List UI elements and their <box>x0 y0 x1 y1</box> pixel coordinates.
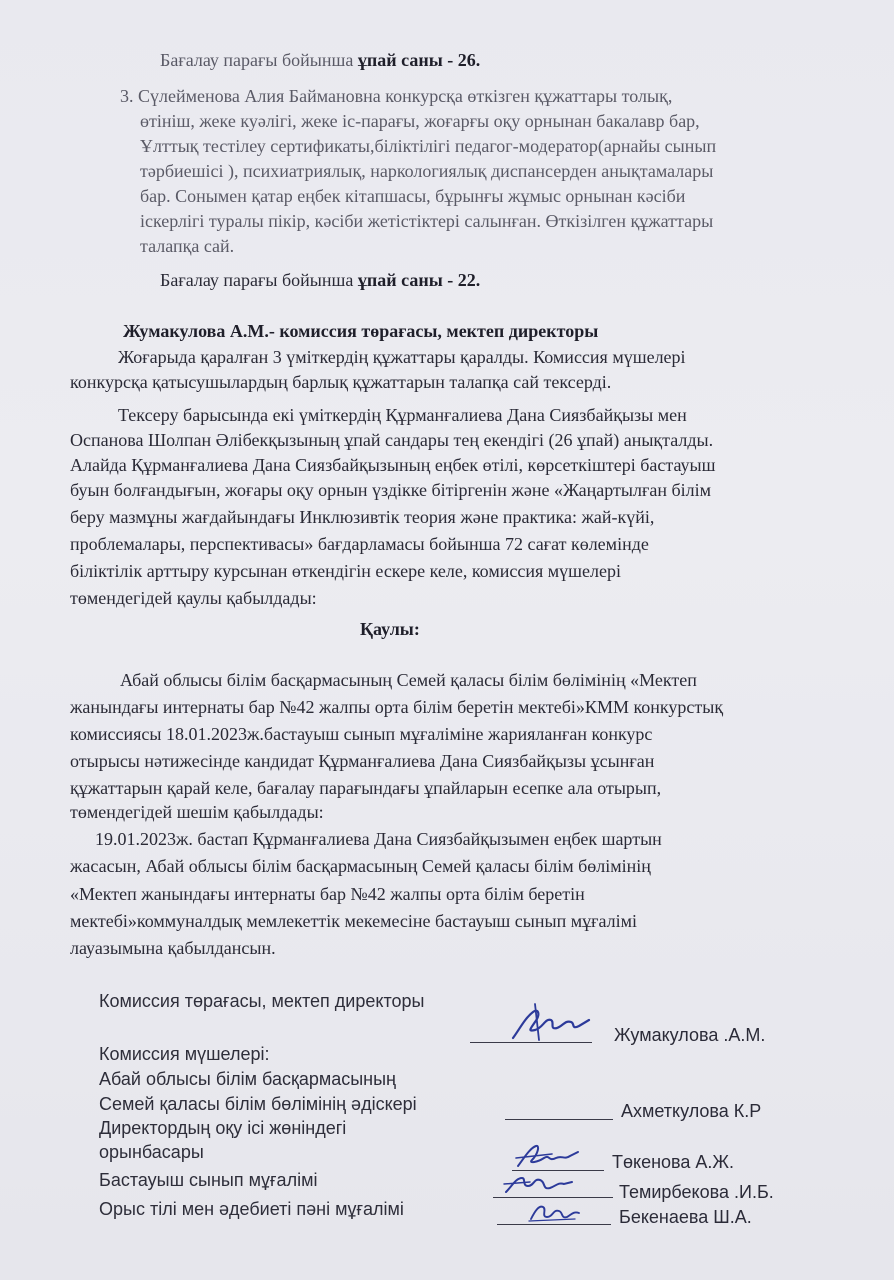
member4-role: Орыс тілі мен әдебиеті пәні мұғалімі <box>99 1199 404 1219</box>
candidate3-score-line: Бағалау парағы бойынша ұпай саны - 22. <box>160 270 481 290</box>
discussion-p1-line-1: Жоғарыда қаралған 3 үміткердің құжаттары қаралды. Комиссия мүшелері <box>118 347 686 367</box>
candidate3-line-5: бар. Сонымен қатар еңбек кітапшасы, бұрынғы жұмыс орнынан кәсіби <box>140 186 686 206</box>
resolution-heading: Қаулы: <box>360 619 420 639</box>
resolution-p2-line-4: мектебі»коммуналдық мемлекеттік мекемесіне бастауыш сынып мұғалімі <box>70 911 638 931</box>
discussion-p1-line-2: конкурсқа қатысушылардың барлық құжаттарын талапқа сай тексерді. <box>70 372 612 392</box>
member3-signature <box>500 1170 576 1200</box>
candidate3-line-2: өтініш, жеке куәлігі, жеке іс-парағы, жоғарғы оқу орнынан бакалавр бар, <box>140 111 700 131</box>
member3-name: Темирбекова .И.Б. <box>619 1182 774 1202</box>
candidate3-line-3: Ұлттық тестілеу сертификаты,біліктілігі педагог-модератор(арнайы сынып <box>140 136 717 156</box>
discussion-p2-line-8: төмендегідей қаулы қабылдады: <box>70 588 317 608</box>
speaker-heading: Жумакулова А.М.- комиссия төрағасы, мектеп директоры <box>123 321 599 341</box>
member2-signature <box>512 1140 582 1172</box>
member2-role-line-2: орынбасары <box>99 1142 204 1162</box>
member2-name: Төкенова А.Ж. <box>612 1152 735 1172</box>
candidate3-line-6: іскерлігі туралы пікір, кәсіби жетістіктері салынған. Өткізілген құжаттары <box>140 211 714 231</box>
resolution-p1-line-2: жанындағы интернаты бар №42 жалпы орта білім беретін мектебі»КММ конкурстық <box>70 697 724 717</box>
discussion-p2-line-7: біліктілік арттыру курсынан өткендігін ескере келе, комиссия мүшелері <box>70 561 621 581</box>
member1-name: Ахметкулова К.Р <box>621 1101 762 1121</box>
candidate3-line-7: талапқа сай. <box>140 236 235 256</box>
resolution-p2-line-5: лауазымына қабылдансын. <box>70 938 276 958</box>
discussion-p2-line-1: Тексеру барысында екі үміткердің Құрманғалиева Дана Сиязбайқызы мен <box>118 405 687 425</box>
resolution-p1-line-6: төмендегідей шешім қабылдады: <box>70 802 324 822</box>
member3-role: Бастауыш сынып мұғалімі <box>99 1170 318 1190</box>
resolution-p1-line-4: отырысы нәтижесінде кандидат Құрманғалиева Дана Сиязбайқызы ұсынған <box>70 751 655 771</box>
candidate3-line-1: 3. Сүлейменова Алия Баймановна конкурсқа өткізген құжаттары толық, <box>120 86 673 106</box>
discussion-p2-line-6: проблемалары, перспективасы» бағдарламасы бойынша 72 сағат көлемінде <box>70 534 649 554</box>
member1-role-line-2: Семей қаласы білім бөлімінің әдіскері <box>99 1094 417 1114</box>
member1-role-line-1: Абай облысы білім басқармасының <box>99 1069 396 1089</box>
resolution-p2-line-2: жасасын, Абай облысы білім басқармасының Семей қаласы білім бөлімінің <box>70 856 651 876</box>
resolution-p1-line-1: Абай облысы білім басқармасының Семей қаласы білім бөлімінің «Мектеп <box>120 670 697 690</box>
resolution-p2-line-1: 19.01.2023ж. бастап Құрманғалиева Дана Сиязбайқызымен еңбек шартын <box>95 829 662 849</box>
resolution-p2-line-3: «Мектеп жанындағы интернаты бар №42 жалпы орта білім беретін <box>70 884 585 904</box>
chair-role: Комиссия төрағасы, мектеп директоры <box>99 991 425 1011</box>
members-label: Комиссия мүшелері: <box>99 1044 270 1064</box>
discussion-p2-line-2: Оспанова Шолпан Әлібекқызының ұпай сандары тең екендігі (26 ұпай) анықталды. <box>70 430 714 450</box>
chair-signature <box>505 1000 595 1046</box>
member4-signature <box>525 1199 585 1227</box>
resolution-p1-line-5: құжаттарын қарай келе, бағалау парағындағы ұпайларын есепке ала отырып, <box>70 778 662 798</box>
chair-name: Жумакулова .А.М. <box>614 1025 766 1045</box>
discussion-p2-line-3: Алайда Құрманғалиева Дана Сиязбайқызының еңбек өтілі, көрсеткіштері бастауыш <box>70 455 716 475</box>
member1-signature-line <box>505 1119 613 1120</box>
member4-name: Бекенаева Ш.А. <box>619 1207 752 1227</box>
discussion-p2-line-4: буын болғандығын, жоғары оқу орнын үздікке бітіргенін және «Жаңартылған білім <box>70 480 712 500</box>
prev-score-line: Бағалау парағы бойынша ұпай саны - 26. <box>160 50 481 70</box>
discussion-p2-line-5: беру мазмұны жағдайындағы Инклюзивтік теория және практика: жай-күйі, <box>70 507 655 527</box>
resolution-p1-line-3: комиссиясы 18.01.2023ж.бастауыш сынып мұғаліміне жарияланған конкурс <box>70 724 653 744</box>
candidate3-line-4: тәрбиешісі ), психиатриялық, наркологиялық диспансерден анықтамалары <box>140 161 714 181</box>
member2-role-line-1: Директордың оқу ісі жөніндегі <box>99 1118 347 1138</box>
